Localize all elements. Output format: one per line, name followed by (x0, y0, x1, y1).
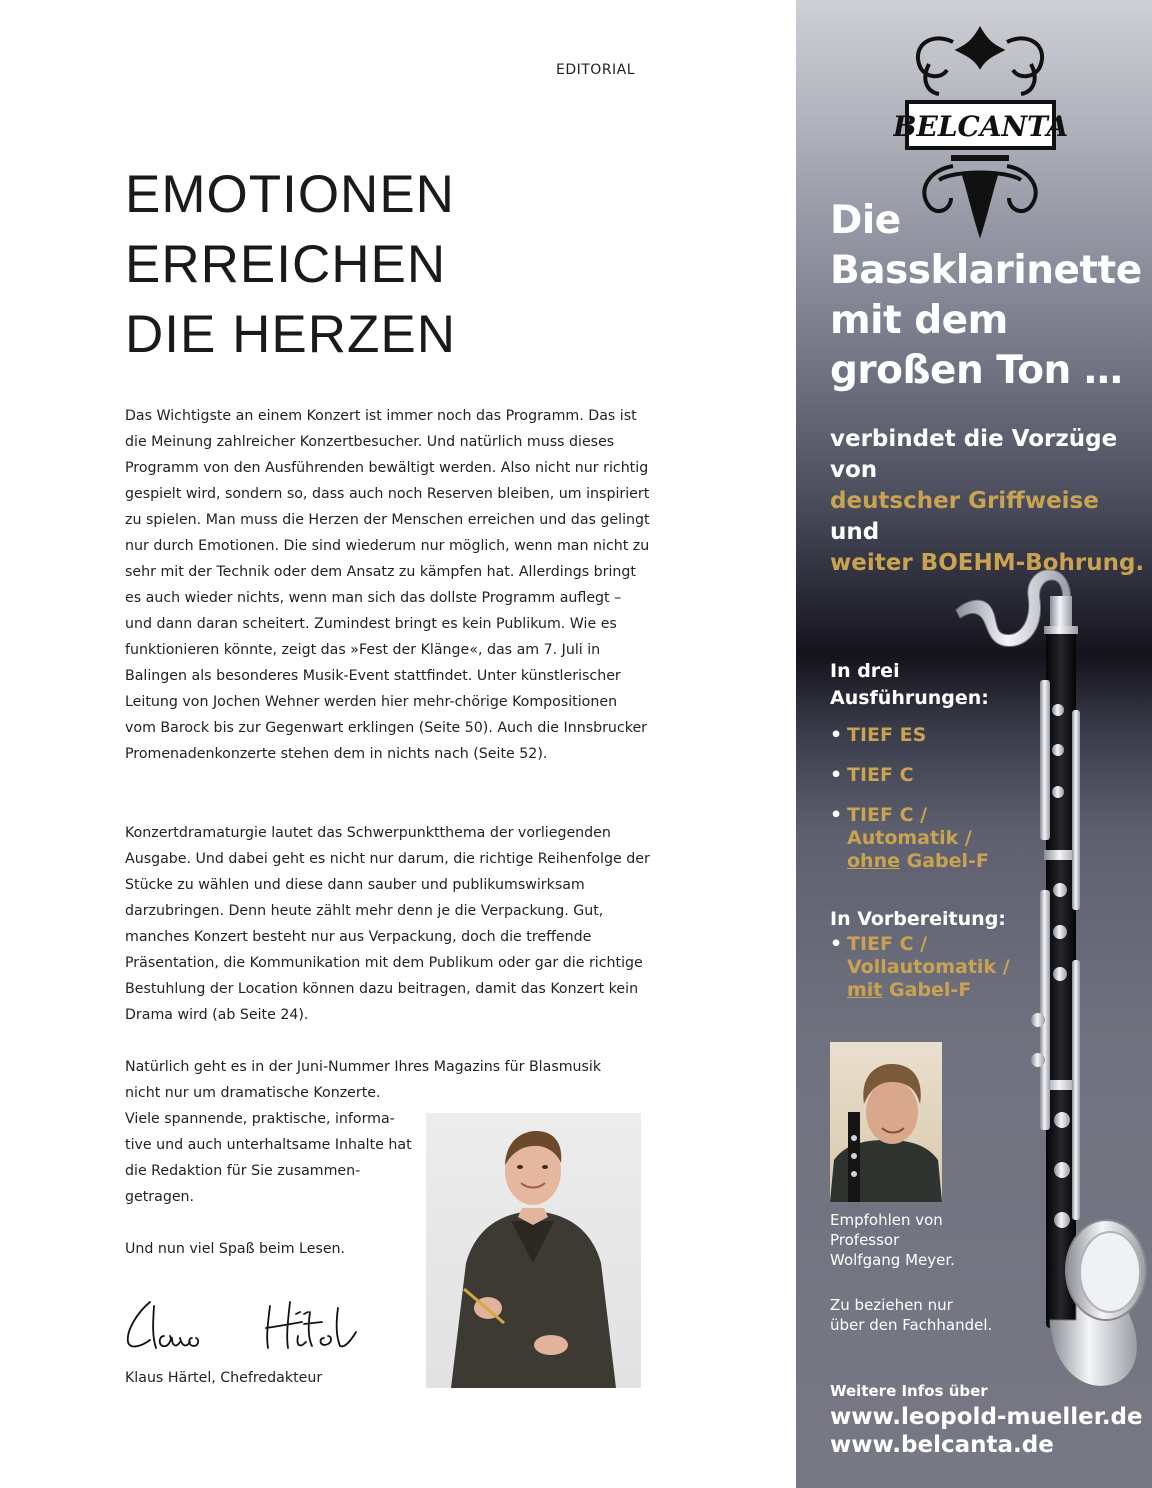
logo-wordmark: BELCANTA (893, 110, 1068, 143)
recommendation-line-2: Professor (830, 1231, 900, 1249)
variant-bullet-2 (830, 764, 1010, 787)
preparation-line-2: Vollautomatik / (847, 956, 1010, 978)
paragraph-1-text: Das Wichtigste an einem Konzert ist immer noch das Programm. Das ist die Meinung zahlreicher Konzertbesucher. Und natürlich muss dieses Programm von den Ausführenden bewältigt werden. Also nicht nur richtig gespielt wird, sondern so, dass auch noch Reserven bleiben, um inspiriert zu spielen. Man muss die Herzen der Menschen erreichen und das gelingt nur durch Emotionen. Die sind wiederum nur möglich, wenn man nicht zu sehr mit der Technik oder dem Ansatz zu kämpfen hat. Allerdings bringt es auch wieder nichts, wenn man sich das dollste Programm auflegt – und dann daran scheitert. Zumindest bringt es kein Publikum. Wie es funktionieren könnte, zeigt das »Fest der Klänge«, das am 7. Juli in Balingen als besonderes Musik-Event stattfindet. Unter künstlerischer Leitung von Jochen Wehner werden hier mehr-chörige Kompositionen vom Barock bis zur Gegenwart erklingen (Seite 50). Auch die Innsbrucker Promenadenkonzerte stehen dem in nichts nach (Seite 52). (125, 408, 650, 762)
variant-bullet-1 (830, 724, 1010, 747)
ad-sub-line-1: verbindet die Vorzüge von (830, 426, 1118, 483)
recommendation-line-3: Wolfgang Meyer. (830, 1251, 955, 1269)
ad-sub-and: und (830, 519, 880, 545)
dealer-line-1: Zu beziehen nur (830, 1296, 953, 1314)
editor-photo (426, 1113, 641, 1388)
ad-headline-line-2: Bassklarinette (830, 248, 1142, 293)
recommendation-line-1: Empfohlen von (830, 1211, 943, 1229)
dealer-text (830, 1295, 992, 1335)
variant-3-rest: Gabel-F (900, 850, 989, 872)
bullet-dot-icon: • (830, 724, 843, 746)
variant-3-line-1: TIEF C / (847, 804, 928, 826)
ad-sub-gold-2: weiter BOEHM-Bohrung. (830, 550, 1145, 576)
professor-photo (830, 1042, 942, 1202)
preparation-label (847, 933, 1010, 1002)
headline-line-1: EMOTIONEN (125, 165, 455, 224)
page-title (125, 160, 456, 370)
variants-title (830, 658, 989, 712)
variant-3-underlined: ohne (847, 850, 900, 872)
ad-headline-line-4: großen Ton … (830, 348, 1123, 393)
author-credit: Klaus Härtel, Chefredakteur (125, 1370, 323, 1386)
dealer-line-2: über den Fachhandel. (830, 1316, 993, 1334)
ad-headline (830, 196, 1142, 396)
ad-sub-gold-1: deutscher Griffweise (830, 488, 1099, 514)
preparation-bullet (830, 933, 1010, 1002)
url-leopold-mueller[interactable]: www.leopold-mueller.de (830, 1404, 1143, 1430)
section-label: EDITORIAL (556, 62, 636, 78)
variant-1-label: TIEF ES (847, 724, 927, 746)
preparation-rest: Gabel-F (882, 979, 972, 1001)
paragraph-5-text: Und nun viel Spaß beim Lesen. (125, 1241, 346, 1257)
headline-line-2: ERREICHEN (125, 235, 447, 294)
variant-2-label: TIEF C (847, 764, 914, 786)
ad-subheading (830, 424, 1152, 579)
paragraph-1 (125, 403, 650, 767)
variants-title-line-1: In drei (830, 660, 900, 682)
variant-3-line-2: Automatik / (847, 827, 972, 849)
ad-headline-line-1: Die (830, 198, 901, 243)
paragraph-4-text: Viele spannende, praktische, informa-tive und auch unterhaltsame Inhalte hat die Redaktion für Sie zusammen-getragen. (125, 1111, 412, 1205)
paragraph-3 (125, 1054, 625, 1106)
preparation-title: In Vorbereitung: (830, 908, 1006, 930)
paragraph-2-text: Konzertdramaturgie lautet das Schwerpunktthema der vorliegenden Ausgabe. Und dabei geht es nicht nur darum, die richtige Reihenfolge der Stücke zu wählen und diese dann sauber und publikumswirksam darzubringen. Denn heute zählt mehr denn je die Verpackung. Gut, manches Konzert besteht nur aus Verpackung, doch die treffende Präsentation, die Kommunikation mit dem Publikum oder gar die richtige Bestuhlung der Location können dazu beitragen, damit das Konzert kein Drama wird (ab Seite 24). (125, 825, 650, 1023)
variant-3-label (847, 804, 1010, 873)
preparation-underlined: mit (847, 979, 883, 1001)
signature (120, 1292, 380, 1364)
url-belcanta[interactable]: www.belcanta.de (830, 1432, 1054, 1458)
paragraph-4 (125, 1106, 415, 1210)
variants-title-line-2: Ausführungen: (830, 687, 989, 709)
paragraph-3-text: Natürlich geht es in der Juni-Nummer Ihres Magazins für Blasmusik nicht nur um dramatische Konzerte. (125, 1059, 602, 1101)
bullet-dot-icon: • (830, 933, 843, 955)
bullet-dot-icon: • (830, 764, 843, 786)
advertisement-panel (796, 0, 1152, 1488)
variant-bullet-3 (830, 804, 1010, 873)
preparation-line-1: TIEF C / (847, 933, 928, 955)
bullet-dot-icon: • (830, 804, 843, 826)
recommendation-text (830, 1210, 955, 1270)
more-info-label: Weitere Infos über (830, 1382, 988, 1400)
ad-headline-line-3: mit dem (830, 298, 1008, 343)
paragraph-2 (125, 820, 650, 1028)
headline-line-3: DIE HERZEN (125, 305, 456, 364)
